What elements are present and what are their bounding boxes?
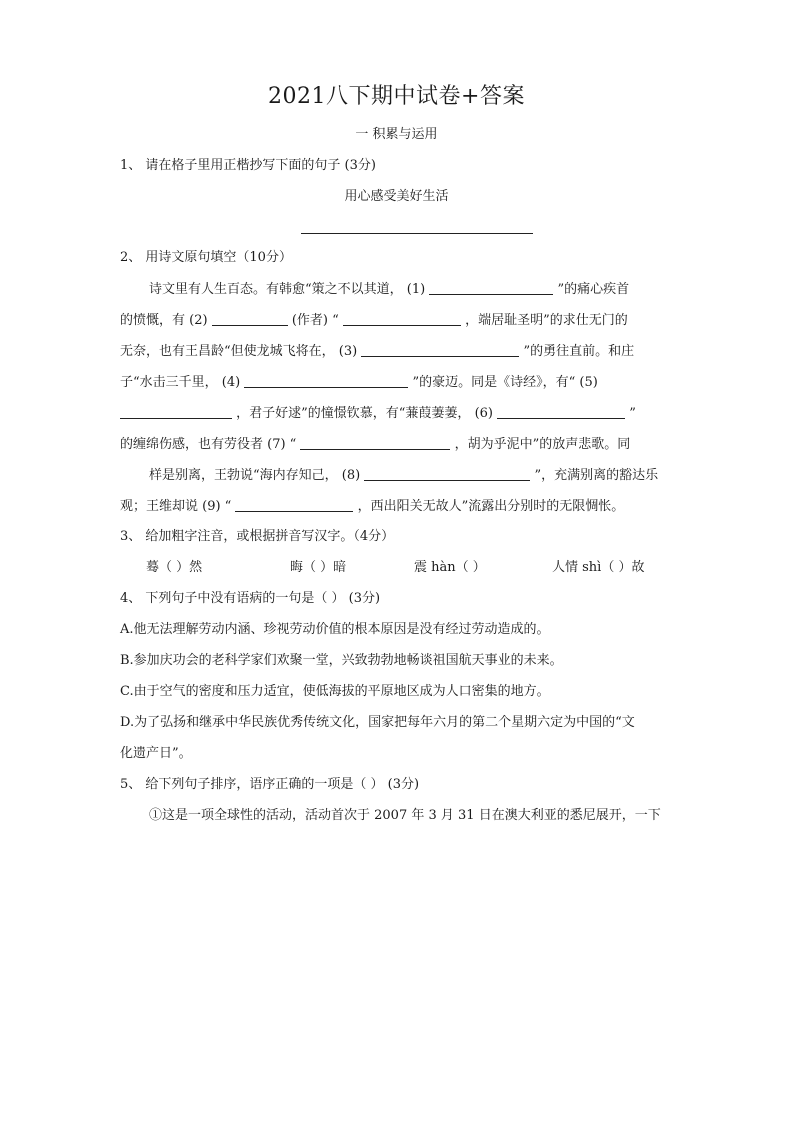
text: ”的痛心疾首 (557, 282, 630, 297)
text: ”，充满别离的豁达乐 (534, 468, 659, 483)
question-2-line-6 (120, 435, 630, 454)
text: 观；王维却说 (9) “ (120, 499, 232, 514)
question-2-line-3 (120, 342, 634, 361)
question-2-line-5 (120, 404, 636, 423)
fill-blank-4[interactable] (244, 373, 408, 388)
question-5-stem: 5、 给下列句子排序，语序正确的一项是（ ） (3分) (120, 777, 420, 792)
text: (作者) “ (291, 313, 339, 328)
fill-blank-1[interactable] (429, 280, 553, 295)
question-2-line-7 (149, 466, 658, 485)
question-3-item-1: 蓦（ ）然 (146, 560, 203, 575)
text: 样是别离，王勃说“海内存知己， (8) (149, 468, 361, 483)
text: 的愤慨，有 (2) (120, 313, 208, 328)
fill-blank-3[interactable] (361, 342, 519, 357)
text: ”的豪迈。同是《诗经》，有“ (5) (412, 375, 598, 390)
question-4-option-b: B.参加庆功会的老科学家们欢聚一堂，兴致勃勃地畅谈祖国航天事业的未来。 (120, 653, 563, 668)
text: 诗文里有人生百态。有韩愈“策之不以其道， (1) (149, 282, 426, 297)
text: ，君子好逑”的憧憬钦慕，有“蒹葭萋萋， (6) (236, 406, 493, 421)
question-3-item-2: 晦（ ）暗 (290, 560, 347, 575)
text: 的缠绵伤感，也有劳役者 (7) “ (120, 437, 297, 452)
text: ，西出阳关无故人”流露出分别时的无限惆怅。 (357, 499, 625, 514)
question-2-stem: 2、 用诗文原句填空（10分） (120, 250, 292, 265)
question-3-item-4: 人情 shì（ ）故 (552, 560, 645, 575)
question-4-option-c: C.由于空气的密度和压力适宜，使低海拔的平原地区成为人口密集的地方。 (120, 684, 550, 699)
question-4-option-a: A.他无法理解劳动内涵、珍视劳动价值的根本原因是没有经过劳动造成的。 (120, 622, 550, 637)
text: ”的勇往直前。和庄 (523, 344, 635, 359)
question-1-sentence: 用心感受美好生活 (344, 189, 449, 204)
question-2-line-1 (149, 280, 629, 299)
question-1-stem: 1、 请在格子里用正楷抄写下面的句子 (3分) (120, 158, 376, 173)
text: 子“水击三千里， (4) (120, 375, 241, 390)
page-title: 2021八下期中试卷+答案 (268, 84, 525, 109)
fill-blank-9[interactable] (235, 497, 353, 512)
fill-blank-7[interactable] (300, 435, 450, 450)
fill-blank-2b[interactable] (343, 311, 461, 326)
text: ” (629, 406, 636, 421)
question-3-stem: 3、 给加粗字注音，或根据拼音写汉字。（4分） (120, 529, 395, 544)
question-2-line-4 (120, 373, 598, 392)
text: 无奈，也有王昌龄“但使龙城飞将在， (3) (120, 344, 358, 359)
question-2-line-2 (120, 311, 628, 330)
question-5-sentence-1: ①这是一项全球性的活动，活动首次于 2007 年 3 月 31 日在澳大利亚的悉尼展开，一下 (149, 808, 661, 823)
question-3-item-3: 震 hàn（ ） (414, 560, 486, 575)
fill-blank-2[interactable] (212, 311, 288, 326)
question-4-option-d-cont: 化遗产日”。 (120, 746, 192, 761)
fill-blank-6[interactable] (497, 404, 625, 419)
fill-blank-5[interactable] (120, 404, 232, 419)
answer-line (301, 233, 533, 234)
text: ，胡为乎泥中”的放声悲歌。同 (454, 437, 631, 452)
question-4-stem: 4、 下列句子中没有语病的一句是（ ） (3分) (120, 591, 381, 606)
text: ，端居耻圣明”的求仕无门的 (465, 313, 628, 328)
fill-blank-8[interactable] (364, 466, 530, 481)
question-4-option-d: D.为了弘扬和继承中华民族优秀传统文化，国家把每年六月的第二个星期六定为中国的“文 (120, 715, 635, 730)
section-heading: 一 积累与运用 (355, 127, 438, 142)
question-2-line-8 (120, 497, 624, 516)
